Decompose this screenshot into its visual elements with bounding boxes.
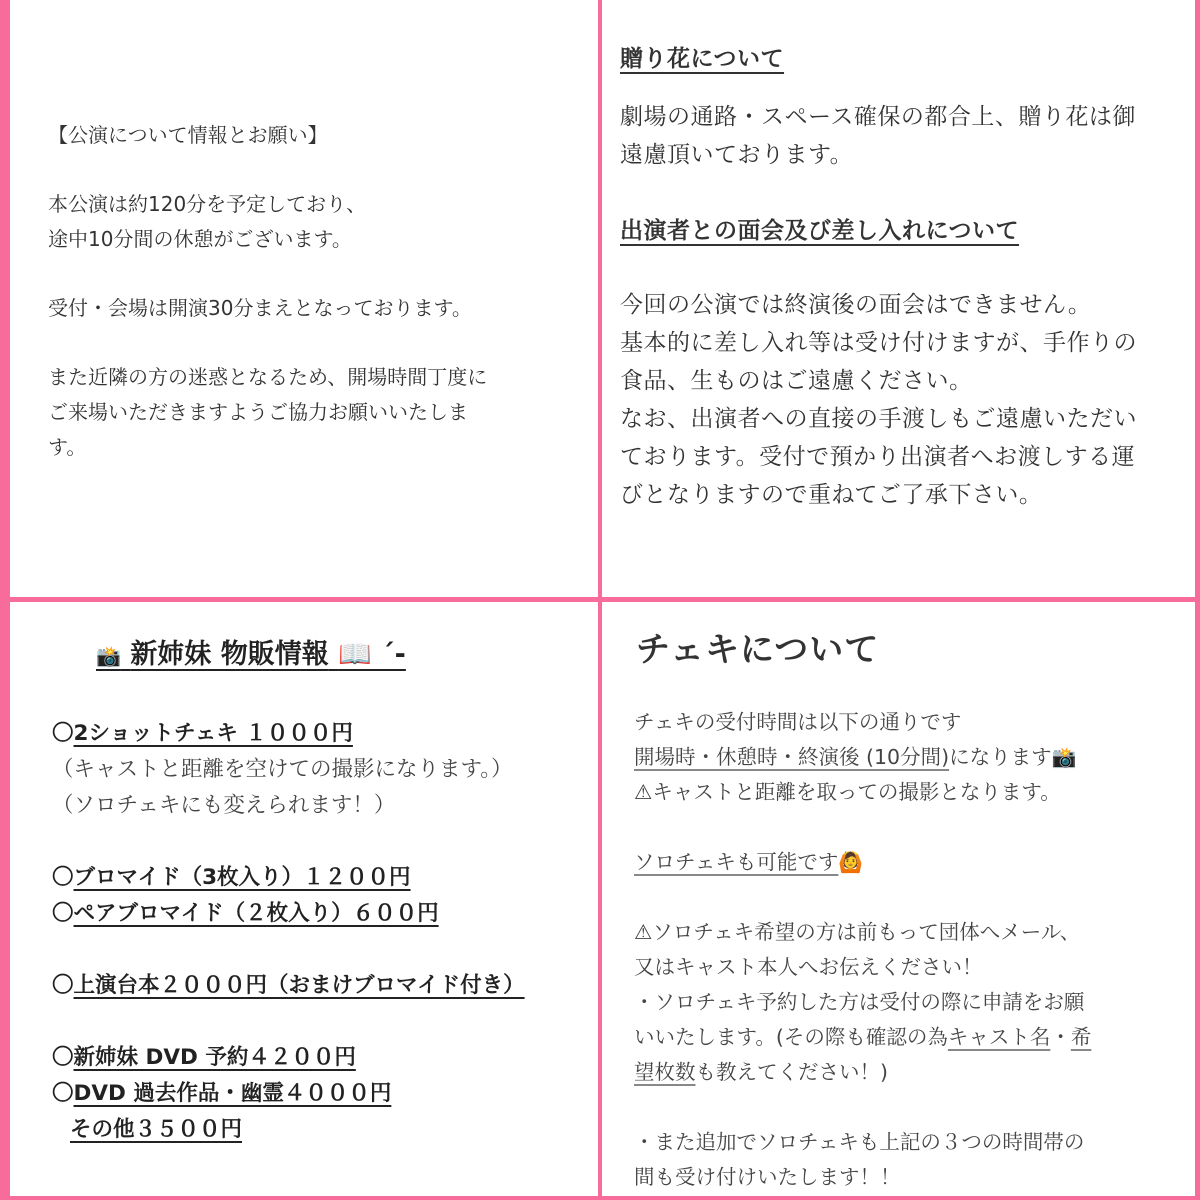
- merch-item-dvd-preorder: [52, 1040, 592, 1076]
- performance-info-panel: [10, 0, 598, 597]
- merch-title: [96, 632, 406, 671]
- circle-mark: 〇: [52, 1081, 74, 1106]
- merch-item-label: ブロマイド（3枚入り）１２００円: [73, 865, 411, 890]
- meeting-text-line-1: 今回の公演では終演後の面会はできません。: [620, 292, 1092, 318]
- solo-request-line-2: 又はキャスト本人へお伝えください！: [634, 955, 983, 979]
- camera-icon: 📸: [96, 644, 121, 668]
- solo-cheki-available: ソロチェキも可能です: [634, 850, 839, 874]
- cast-name-label: キャスト名: [947, 1025, 1051, 1049]
- merch-item-script: [52, 968, 592, 1004]
- merch-item-label: DVD 過去作品・幽霊４０００円: [73, 1081, 392, 1106]
- circle-mark: 〇: [52, 973, 74, 998]
- flowers-text-line-1: 劇場の通路・スペース確保の都合上、贈り花は御: [620, 104, 1136, 130]
- flowers-heading: 贈り花について: [620, 46, 785, 72]
- performance-info-content: [48, 118, 568, 465]
- merch-panel: [10, 602, 598, 1196]
- merch-list: [52, 716, 592, 1148]
- circle-mark: 〇: [52, 721, 74, 746]
- desired-count-label-start: 希: [1070, 1025, 1092, 1049]
- merch-item-bromide: [52, 860, 592, 896]
- cheki-title: チェキについて: [636, 630, 880, 670]
- meeting-text-line-2: 基本的に差し入れ等は受け付けますが、手作りの: [620, 330, 1137, 356]
- cheki-panel: [602, 602, 1195, 1196]
- merch-item-label: 2ショットチェキ １０００円: [73, 721, 353, 746]
- ok-gesture-icon: 🙆: [838, 850, 864, 874]
- warning-icon: ⚠: [634, 920, 653, 944]
- merch-item-pair-bromide: [52, 896, 592, 932]
- merch-note-2: （ソロチェキにも変えられます！）: [52, 793, 396, 818]
- cheki-content: [634, 705, 1174, 1195]
- flowers-text-line-2: 遠慮頂いております。: [620, 142, 854, 168]
- circle-mark: 〇: [52, 865, 74, 890]
- solo-request-line-1: [634, 915, 1174, 950]
- book-icon: 📖 ´-: [338, 639, 406, 670]
- reception-time-text: 受付・会場は開演30分まえとなっております。: [48, 296, 472, 320]
- desired-count-label-end: 望枚数: [634, 1060, 696, 1084]
- flowers-and-gifts-panel: [602, 0, 1195, 597]
- meeting-gifts-heading: 出演者との面会及び差し入れについて: [620, 218, 1020, 244]
- additional-solo-line-1: ・また追加でソロチェキも上記の３つの時間帯の: [634, 1130, 1085, 1154]
- merch-item-label: 新姉妹 DVD 予約４２００円: [73, 1045, 356, 1070]
- meeting-text-line-3: 食品、生ものはご遠慮ください。: [620, 368, 973, 394]
- cheki-time-line: [634, 740, 1174, 775]
- solo-reserve-line-1: ・ソロチェキ予約した方は受付の際に申請をお願: [634, 990, 1085, 1014]
- solo-reserve-text: いいたします。(その際も確認の為: [634, 1025, 948, 1049]
- arrival-request-line-3: す。: [48, 435, 87, 459]
- merch-item-dvd-past: [52, 1076, 592, 1112]
- warning-icon: ⚠: [634, 780, 653, 804]
- merch-note-1: （キャストと距離を空けての撮影になります。）: [52, 757, 513, 782]
- cheki-time-slots: 開場時・休憩時・終演後 (10分間): [634, 745, 950, 769]
- merch-item-label: その他３５００円: [70, 1117, 243, 1142]
- merch-item-label: ペアブロマイド（２枚入り）６００円: [73, 901, 439, 926]
- merch-item-cheki: [52, 716, 592, 752]
- performance-info-heading: 【公演について情報とお願い】: [48, 123, 328, 147]
- cheki-distance-text: キャストと距離を取っての撮影となります。: [652, 780, 1061, 804]
- arrival-request-line-2: ご来場いただきますようご協力お願いいたしま: [48, 400, 468, 424]
- arrival-request-line-1: また近隣の方の迷惑となるため、開場時間丁度に: [48, 365, 488, 389]
- camera-flash-icon: 📸: [1051, 745, 1077, 769]
- duration-line-2: 途中10分間の休憩がございます。: [48, 227, 352, 251]
- merch-item-label: 上演台本２０００円（おまけブロマイド付き）: [73, 973, 525, 998]
- solo-cheki-line: [634, 845, 1174, 880]
- solo-reserve-line-2: [634, 1020, 1174, 1055]
- solo-reserve-line-3: [634, 1055, 1174, 1090]
- duration-line-1: 本公演は約120分を予定しており、: [48, 192, 367, 216]
- cheki-distance-note: [634, 775, 1174, 810]
- circle-mark: 〇: [52, 901, 74, 926]
- separator-dot: ・: [1050, 1025, 1071, 1049]
- circle-mark: 〇: [52, 1045, 74, 1070]
- merch-title-text: 新姉妹 物販情報: [130, 639, 329, 670]
- solo-request-text: ソロチェキ希望の方は前もって団体へメール、: [652, 920, 1081, 944]
- flowers-and-gifts-content: [620, 40, 1180, 514]
- meeting-text-line-5: ております。受付で預かり出演者へお渡しする運: [620, 444, 1136, 470]
- cheki-time-suffix: になります: [949, 745, 1052, 769]
- meeting-text-line-4: なお、出演者への直接の手渡しもご遠慮いただい: [620, 406, 1137, 432]
- solo-reserve-suffix: も教えてください！): [695, 1060, 888, 1084]
- additional-solo-line-2: 間も受け付けいたします！！: [634, 1165, 901, 1189]
- merch-item-dvd-other: [52, 1112, 592, 1148]
- cheki-time-intro: チェキの受付時間は以下の通りです: [634, 710, 962, 734]
- meeting-text-line-6: びとなりますので重ねてご了承下さい。: [620, 482, 1043, 508]
